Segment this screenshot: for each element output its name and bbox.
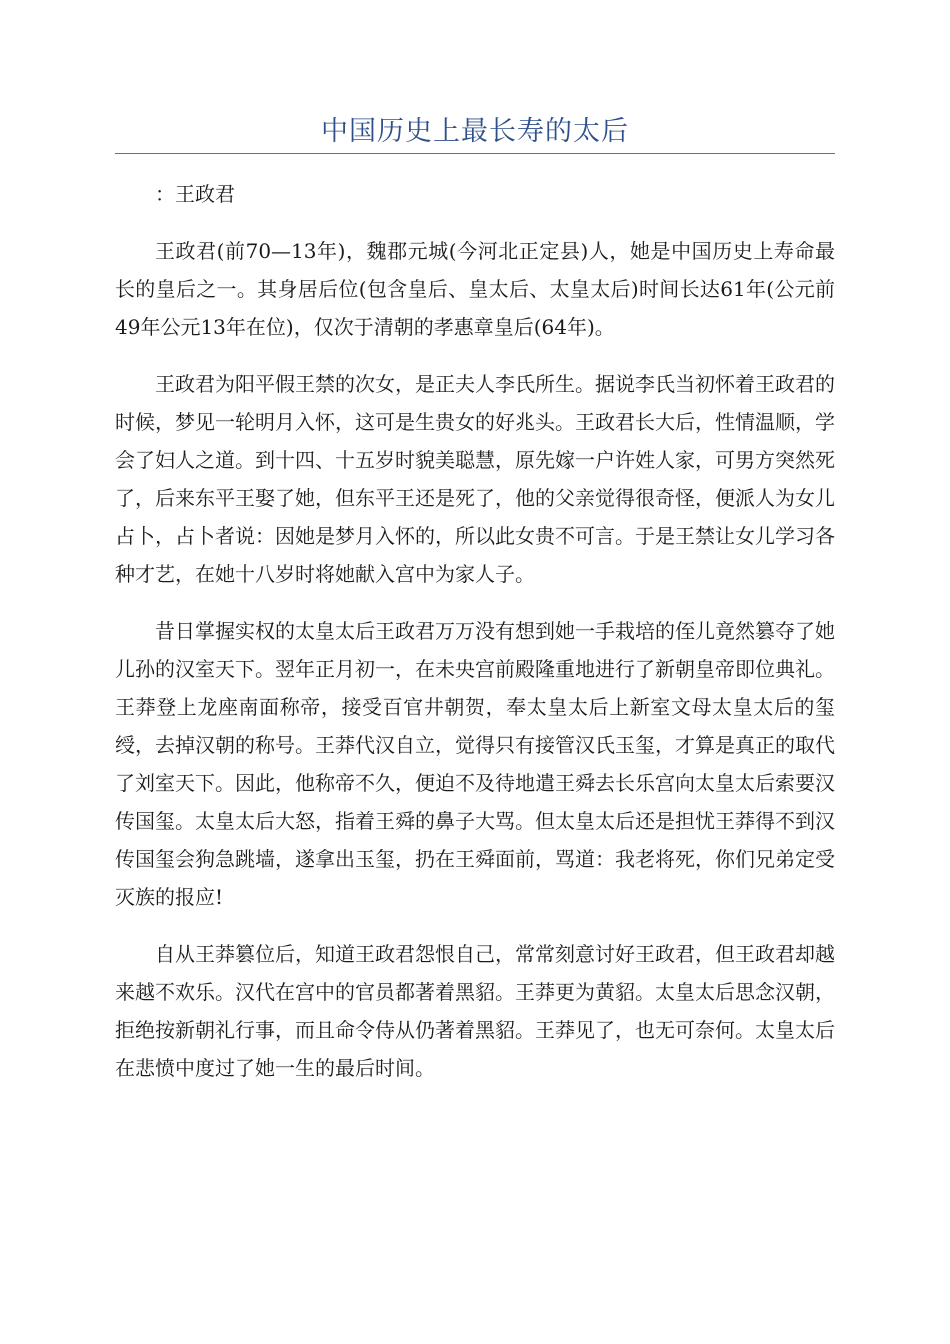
- document-title: 中国历史上最长寿的太后: [321, 116, 629, 147]
- document-body: [115, 175, 835, 1106]
- paragraph-1: 王政君(前70—13年)，魏郡元城(今河北正定县)人，她是中国历史上寿命最长的皇后之一。其身居后位(包含皇后、皇太后、太皇太后)时间长达61年(公元前49年公元13年在位)，仅次于清朝的孝惠章皇后(64年)。: [115, 239, 835, 339]
- paragraph-2: 王政君为阳平假王禁的次女，是正夫人李氏所生。据说李氏当初怀着王政君的时候，梦见一轮明月入怀，这可是生贵女的好兆头。王政君长大后，性情温顺，学会了妇人之道。到十四、十五岁时貌美聪慧，原先嫁一户许姓人家，可男方突然死了，后来东平王娶了她，但东平王还是死了，他的父亲觉得很奇怪，便派人为女儿占卜，占卜者说：因她是梦月入怀的，所以此女贵不可言。于是王禁让女儿学习各种才艺，在她十八岁时将她献入宫中为家人子。: [115, 372, 835, 586]
- paragraph-3: 昔日掌握实权的太皇太后王政君万万没有想到她一手栽培的侄儿竟然篡夺了她儿孙的汉室天下。翌年正月初一，在未央宫前殿隆重地进行了新朝皇帝即位典礼。王莽登上龙座南面称帝，接受百官井朝贺，奉太皇太后上新室文母太皇太后的玺绶，去掉汉朝的称号。王莽代汉自立，觉得只有接管汉氏玉玺，才算是真正的取代了刘室天下。因此，他称帝不久，便迫不及待地遣王舜去长乐宫向太皇太后索要汉传国玺。太皇太后大怒，指着王舜的鼻子大骂。但太皇太后还是担忧王莽得不到汉传国玺会狗急跳墙，遂拿出玉玺，扔在王舜面前，骂道：我老将死，你们兄弟定受灭族的报应!: [115, 619, 835, 909]
- author-line: ：王政君: [155, 182, 235, 206]
- paragraph-4: 自从王莽篡位后，知道王政君怨恨自己，常常刻意讨好王政君，但王政君却越来越不欢乐。汉代在宫中的官员都著着黑貂。王莽更为黄貂。太皇太后思念汉朝，拒绝按新朝礼行事，而且命令侍从仍著着黑貂。王莽见了，也无可奈何。太皇太后在悲愤中度过了她一生的最后时间。: [115, 942, 835, 1080]
- title-underline: [115, 153, 835, 154]
